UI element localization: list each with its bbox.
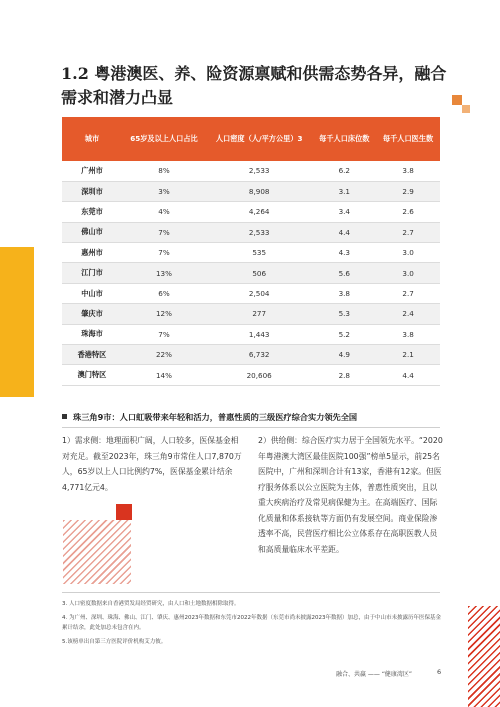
table-cell: 3.4 bbox=[338, 207, 351, 217]
table-row bbox=[62, 243, 440, 263]
table-city-cell: 广州市 bbox=[81, 165, 103, 175]
table-cell: 6% bbox=[158, 289, 170, 299]
table-header-cell: 每千人口床位数 bbox=[319, 134, 370, 143]
section-title: 1.2 粤港澳医、养、险资源禀赋和供需态势各异，融合需求和潜力凸显 bbox=[61, 64, 447, 107]
table-cell: 5.6 bbox=[338, 268, 351, 278]
table-cell: 535 bbox=[252, 248, 267, 258]
table-header-cell: 每千人口医生数 bbox=[382, 134, 434, 143]
table-row bbox=[62, 161, 440, 181]
table-cell: 2.7 bbox=[402, 289, 414, 299]
table-city-cell: 江门市 bbox=[81, 268, 103, 278]
healthcare-resource-table bbox=[62, 117, 440, 386]
table-row bbox=[62, 181, 440, 201]
decorative-hatch-left bbox=[63, 520, 131, 584]
table-cell: 3.1 bbox=[338, 187, 351, 197]
table-header-cell: 城市 bbox=[84, 134, 100, 143]
table-cell: 13% bbox=[155, 268, 172, 278]
table-cell: 4.3 bbox=[338, 248, 351, 258]
table-cell: 5.3 bbox=[338, 309, 351, 319]
table-row bbox=[62, 222, 440, 242]
table-cell: 6,732 bbox=[248, 350, 270, 360]
table-row bbox=[62, 345, 440, 365]
bullet-icon bbox=[62, 414, 67, 419]
footnote: 3. 人口密度数据来自香港贸发局经贸研究，由人口和土地数据相除取得。 bbox=[62, 601, 240, 607]
table-header-row bbox=[62, 117, 440, 161]
table-cell: 7% bbox=[158, 227, 170, 237]
table-cell: 3% bbox=[158, 187, 170, 197]
subheading-text: 珠三角9市：人口虹吸带来年轻和活力，普惠性质的三级医疗综合实力领先全国 bbox=[73, 412, 358, 422]
table-city-cell: 澳门特区 bbox=[77, 370, 107, 380]
table-city-cell: 香港特区 bbox=[77, 349, 107, 359]
demand-side-paragraph: 1）需求侧：地理面积广阔，人口较多，医保基金相对充足。截至2023年，珠三角9市常住人口7,870万人，65岁以上人口比例约7%，医保基金累计结余4,771亿元4。 bbox=[62, 436, 242, 492]
table-row bbox=[62, 324, 440, 344]
table-cell: 2,533 bbox=[248, 227, 270, 237]
table-city-cell: 肇庆市 bbox=[81, 308, 103, 318]
table-cell: 4.4 bbox=[338, 227, 351, 237]
table-cell: 2,504 bbox=[248, 289, 270, 299]
divider bbox=[62, 427, 440, 428]
table-city-cell: 惠州市 bbox=[81, 247, 103, 257]
table-row bbox=[62, 365, 440, 385]
table-cell: 6.2 bbox=[338, 166, 351, 176]
table-cell: 8,908 bbox=[248, 187, 270, 197]
table-cell: 3.8 bbox=[338, 289, 351, 299]
table-cell: 5.2 bbox=[338, 329, 351, 339]
table-cell: 20,606 bbox=[246, 370, 272, 380]
decorative-square-light-orange bbox=[462, 105, 470, 113]
table-cell: 2,533 bbox=[248, 166, 270, 176]
table-row bbox=[62, 283, 440, 303]
table-cell: 4,264 bbox=[248, 207, 270, 217]
table-cell: 2.6 bbox=[402, 207, 414, 217]
table-cell: 14% bbox=[155, 370, 172, 380]
footnote: 4. 为广州、深圳、珠海、佛山、江门、肇庆、惠州2023年数据和东莞市2022年数据（东莞市尚未披露2023年数据）加总，由于中山市未披露历年医保基金累计结余，此处加总未包含在内。 bbox=[62, 615, 441, 631]
table-cell: 3.0 bbox=[402, 268, 414, 278]
table-city-cell: 中山市 bbox=[81, 288, 103, 298]
table-row bbox=[62, 304, 440, 324]
table-cell: 8% bbox=[158, 166, 170, 176]
table-row bbox=[62, 202, 440, 222]
table-city-cell: 珠海市 bbox=[81, 329, 103, 339]
table-city-cell: 深圳市 bbox=[81, 186, 103, 196]
supply-side-paragraph: 2）供给侧：综合医疗实力居于全国领先水平。“2020年粤港澳大湾区最佳医院100强”榜单5显示，前25名医院中，广州和深圳合计有13家，香港有12家。但医疗服务体系以公立医院为主体，普惠性质突出，且以重大疾病治疗及常见病保健为主。在高端医疗、国际化质量和体系接轨等方面仍有发展空间。商业保险渗透率不高，民营医疗相比公立体系存在高职医教人员和高质量临床水平差距。 bbox=[258, 436, 443, 554]
table-cell: 22% bbox=[155, 350, 172, 360]
decorative-square-red bbox=[116, 504, 132, 520]
table-cell: 277 bbox=[252, 309, 267, 319]
table-cell: 3.8 bbox=[402, 329, 414, 339]
table-cell: 3.0 bbox=[402, 248, 414, 258]
table-cell: 2.4 bbox=[402, 309, 414, 319]
table-cell: 7% bbox=[158, 329, 170, 339]
table-body bbox=[62, 161, 440, 385]
table-city-cell: 东莞市 bbox=[81, 206, 103, 216]
table-header-cell: 65岁及以上人口占比 bbox=[130, 134, 198, 143]
table-cell: 3.8 bbox=[402, 166, 414, 176]
table-cell: 4.9 bbox=[338, 350, 351, 360]
table-row bbox=[62, 263, 440, 283]
page-number: 6 bbox=[437, 668, 442, 676]
footnote: 5.该榜单出自第三方医院评价机构艾力彼。 bbox=[62, 639, 167, 645]
table-cell: 4% bbox=[158, 207, 170, 217]
table-cell: 4.4 bbox=[402, 370, 414, 380]
decorative-bar-yellow bbox=[0, 247, 34, 397]
table-cell: 2.8 bbox=[338, 370, 351, 380]
table-cell: 7% bbox=[158, 248, 170, 258]
table-cell: 506 bbox=[252, 268, 267, 278]
table-cell: 2.7 bbox=[402, 227, 414, 237]
table-header-cell: 人口密度（人/平方公里）3 bbox=[215, 134, 303, 143]
table-city-cell: 佛山市 bbox=[81, 227, 103, 237]
table-cell: 12% bbox=[155, 309, 172, 319]
section-subheading bbox=[62, 412, 357, 423]
table-cell: 2.9 bbox=[402, 187, 414, 197]
table-cell: 2.1 bbox=[402, 350, 414, 360]
table-cell: 1,443 bbox=[248, 329, 270, 339]
page-footer-text: 融合、共赢 —— “健康湾区” bbox=[336, 671, 413, 678]
footnote-divider bbox=[62, 592, 440, 593]
decorative-hatch-right bbox=[468, 606, 500, 707]
